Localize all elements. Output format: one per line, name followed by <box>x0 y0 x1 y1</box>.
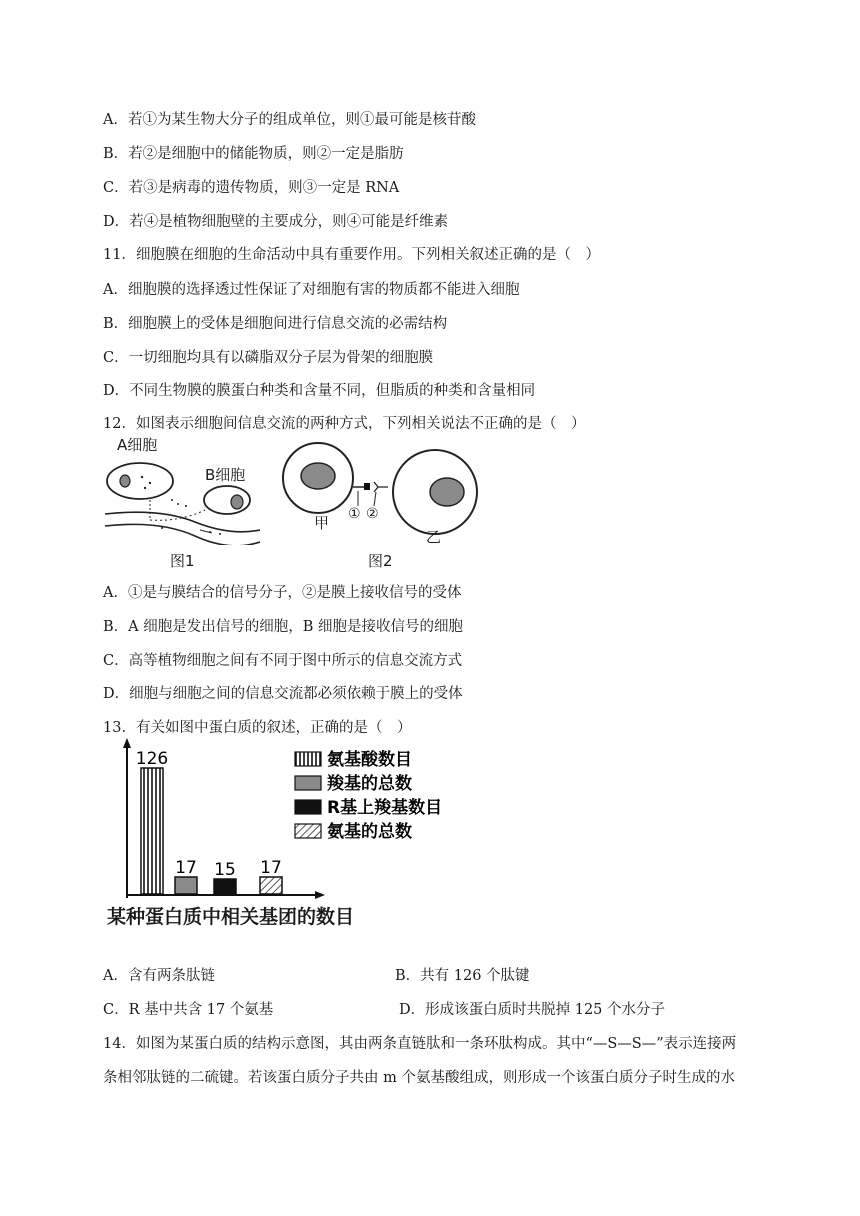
q11-option-c: C．一切细胞均具有以磷脂双分子层为骨架的细胞膜 <box>103 350 434 366</box>
q11-option-a: A．细胞膜的选择透过性保证了对细胞有害的物质都不能进入细胞 <box>103 282 520 298</box>
q11-stem: 11．细胞膜在细胞的生命活动中具有重要作用。下列相关叙述正确的是（ ） <box>103 247 600 263</box>
q13-option-c: C．R 基中共含 17 个氨基 <box>103 1002 274 1018</box>
bar-3 <box>214 879 236 894</box>
cell-jia-label: 甲 <box>314 514 330 532</box>
q10-option-b: B．若②是细胞中的储能物质，则②一定是脂肪 <box>103 146 404 162</box>
q13-stem: 13．有关如图中蛋白质的叙述，正确的是（ ） <box>103 720 412 736</box>
q14-line-2: 条相邻肽链的二硫键。若该蛋白质分子共由 m 个氨基酸组成，则形成一个该蛋白质分子时生成的水 <box>103 1070 735 1086</box>
legend-swatch-4 <box>295 824 321 838</box>
bar-label-2: 17 <box>175 858 197 878</box>
figure-2-drawing <box>280 440 480 545</box>
q10-option-a: A．若①为某生物大分子的组成单位，则①最可能是核苷酸 <box>103 112 476 128</box>
q12-option-d: D．细胞与细胞之间的信息交流都必须依赖于膜上的受体 <box>103 686 463 702</box>
q13-option-b: B．共有 126 个肽键 <box>395 968 530 984</box>
protein-group-chart <box>95 738 485 938</box>
legend-label-2: 羧基的总数 <box>327 774 412 794</box>
legend-swatch-2 <box>295 776 321 790</box>
cell-a-label: A细胞 <box>117 436 158 454</box>
figure-2 <box>280 440 480 575</box>
bar-label-3: 15 <box>214 860 236 880</box>
q14-line-1: 14．如图为某蛋白质的结构示意图，其由两条直链肽和一条环肽构成。其中“—S—S—”表示连接两 <box>103 1036 737 1052</box>
marker-1: ① <box>348 506 361 522</box>
q12-stem: 12．如图表示细胞间信息交流的两种方式，下列相关说法不正确的是（ ） <box>103 416 586 432</box>
figure-1 <box>100 436 260 570</box>
y-axis-arrow <box>123 738 131 748</box>
q11-option-d: D．不同生物膜的膜蛋白种类和含量不同，但脂质的种类和含量相同 <box>103 383 536 399</box>
q12-option-b: B．A 细胞是发出信号的细胞，B 细胞是接收信号的细胞 <box>103 619 463 635</box>
legend-label-1: 氨基酸数目 <box>327 750 412 770</box>
legend-label-4: 氨基的总数 <box>327 822 412 842</box>
q13-option-d: D．形成该蛋白质时共脱掉 125 个水分子 <box>399 1002 666 1018</box>
q11-option-b: B．细胞膜上的受体是细胞间进行信息交流的必需结构 <box>103 316 448 332</box>
bar-2 <box>175 877 197 894</box>
cell-yi-label: 乙 <box>426 528 442 546</box>
chart-title: 某种蛋白质中相关基团的数目 <box>107 906 355 928</box>
q10-option-c: C．若③是病毒的遗传物质，则③一定是 RNA <box>103 180 400 196</box>
bar-label-1: 126 <box>135 749 169 769</box>
figure-2-caption: 图2 <box>368 552 393 570</box>
q12-option-c: C．高等植物细胞之间有不同于图中所示的信息交流方式 <box>103 653 463 669</box>
x-axis-arrow <box>315 891 325 899</box>
bar-label-4: 17 <box>260 858 282 878</box>
q13-option-a: A．含有两条肽链 <box>103 968 215 984</box>
legend-label-3: R基上羧基数目 <box>327 798 443 818</box>
legend-swatch-1 <box>295 752 321 766</box>
cell-b-label: B细胞 <box>205 466 246 484</box>
figure-1-caption: 图1 <box>170 552 195 570</box>
bar-4 <box>260 877 282 894</box>
q12-option-a: A．①是与膜结合的信号分子，②是膜上接收信号的受体 <box>103 585 462 601</box>
marker-2: ② <box>366 506 379 522</box>
q10-option-d: D．若④是植物细胞壁的主要成分，则④可能是纤维素 <box>103 214 449 230</box>
figure-1-drawing <box>100 440 260 545</box>
legend-swatch-3 <box>295 800 321 814</box>
bar-1 <box>141 768 163 894</box>
